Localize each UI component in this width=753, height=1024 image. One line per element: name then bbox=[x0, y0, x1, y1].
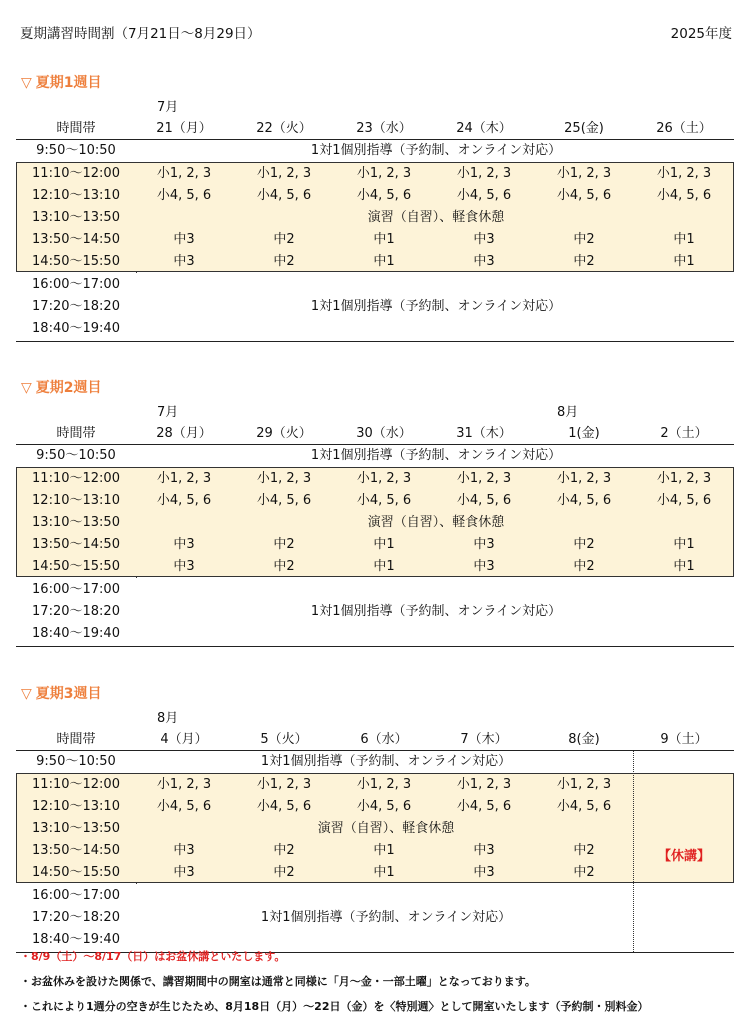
week2-row-3 bbox=[16, 512, 734, 534]
grade-cell: 小4, 5, 6 bbox=[356, 188, 412, 203]
grade-cell: 中2 bbox=[273, 232, 295, 247]
grade-cell: 中2 bbox=[573, 537, 595, 552]
grade-cell: 中3 bbox=[473, 232, 495, 247]
individual-session: 1対1個別指導（予約制、オンライン対応） bbox=[310, 448, 562, 463]
grade-cell: 中1 bbox=[673, 232, 695, 247]
time-slot: 13:10～13:50 bbox=[32, 515, 120, 530]
week2-row-8 bbox=[16, 623, 734, 645]
grade-cell: 小1, 2, 3 bbox=[556, 777, 612, 792]
time-slot: 13:10～13:50 bbox=[32, 821, 120, 836]
time-slot: 14:50～15:50 bbox=[32, 559, 120, 574]
grade-cell: 中2 bbox=[273, 537, 295, 552]
time-slot: 12:10～13:10 bbox=[32, 188, 120, 203]
week1-title bbox=[21, 72, 102, 92]
grade-cell: 中3 bbox=[173, 865, 195, 880]
note-special-week: ・これにより1週分の空きが生じたため、8月18日（月）～22日（金）を〈特別週〉として開室いたします（予約制・別料金） bbox=[20, 1000, 649, 1013]
note-schedule: ・お盆休みを設けた関係で、講習期間中の開室は通常と同様に「月～金・一部土曜」となっております。 bbox=[20, 975, 536, 988]
week1-row-6 bbox=[16, 274, 734, 296]
week2-row-6 bbox=[16, 579, 734, 601]
week3-table bbox=[16, 683, 734, 953]
grade-cell: 小1, 2, 3 bbox=[156, 777, 212, 792]
grade-cell: 中2 bbox=[573, 232, 595, 247]
week2-day-1: 29（火） bbox=[256, 426, 312, 441]
week2-day-0: 28（月） bbox=[156, 426, 212, 441]
week1-bottom-rule bbox=[16, 341, 734, 342]
week1-column-header bbox=[16, 117, 734, 137]
grade-cell: 小1, 2, 3 bbox=[456, 166, 512, 181]
grade-cell: 中1 bbox=[373, 232, 395, 247]
individual-session: 1対1個別指導（予約制、オンライン対応） bbox=[310, 604, 562, 619]
time-slot: 16:00～17:00 bbox=[32, 888, 120, 903]
week2-month-1: 7月 bbox=[157, 405, 179, 420]
week1-row-0 bbox=[16, 140, 734, 162]
grade-cell: 中1 bbox=[373, 865, 395, 880]
time-slot: 17:20～18:20 bbox=[32, 299, 120, 314]
time-slot: 13:50～14:50 bbox=[32, 232, 120, 247]
grade-cell: 中2 bbox=[573, 865, 595, 880]
triangle-icon: ▽ bbox=[21, 75, 32, 91]
grade-cell: 小4, 5, 6 bbox=[456, 188, 512, 203]
page-header bbox=[20, 22, 732, 42]
week2-day-3: 31（木） bbox=[456, 426, 512, 441]
week3-day-5: 9（土） bbox=[660, 732, 708, 747]
grade-cell: 小4, 5, 6 bbox=[456, 799, 512, 814]
week2-title bbox=[21, 377, 102, 397]
grade-cell: 小1, 2, 3 bbox=[256, 166, 312, 181]
grade-cell: 小4, 5, 6 bbox=[156, 493, 212, 508]
closed-label: 【休講】 bbox=[657, 849, 710, 864]
time-slot: 11:10～12:00 bbox=[32, 166, 120, 181]
grade-cell: 中1 bbox=[673, 559, 695, 574]
week1-day-4: 25(金) bbox=[564, 121, 604, 136]
week1-row-7 bbox=[16, 296, 734, 318]
time-slot: 17:20～18:20 bbox=[32, 910, 120, 925]
grade-cell: 中3 bbox=[473, 254, 495, 269]
time-slot: 13:50～14:50 bbox=[32, 843, 120, 858]
fiscal-year: 2025年度 bbox=[670, 26, 732, 42]
week2-row-7 bbox=[16, 601, 734, 623]
week3-row-6 bbox=[16, 885, 734, 907]
grade-cell: 中3 bbox=[473, 559, 495, 574]
week3-column-header bbox=[16, 728, 734, 748]
time-slot: 9:50～10:50 bbox=[36, 754, 116, 769]
week1-month-1: 7月 bbox=[157, 100, 179, 115]
week1-row-3 bbox=[16, 207, 734, 229]
grade-cell: 中3 bbox=[173, 559, 195, 574]
grade-cell: 小4, 5, 6 bbox=[656, 188, 712, 203]
time-slot: 14:50～15:50 bbox=[32, 865, 120, 880]
grade-cell: 小4, 5, 6 bbox=[456, 493, 512, 508]
grade-cell: 小1, 2, 3 bbox=[156, 471, 212, 486]
week1-row-4 bbox=[16, 229, 734, 251]
time-slot: 13:50～14:50 bbox=[32, 537, 120, 552]
week3-day-2: 6（水） bbox=[360, 732, 408, 747]
triangle-icon: ▽ bbox=[21, 380, 32, 396]
grade-cell: 中2 bbox=[273, 843, 295, 858]
self-study-break: 演習（自習）、軽食休憩 bbox=[367, 210, 505, 225]
notes bbox=[20, 944, 740, 1019]
week2-month-2: 8月 bbox=[557, 405, 579, 420]
time-slot: 11:10～12:00 bbox=[32, 471, 120, 486]
grade-cell: 中2 bbox=[273, 865, 295, 880]
grade-cell: 小4, 5, 6 bbox=[256, 799, 312, 814]
time-slot: 18:40～19:40 bbox=[32, 626, 120, 641]
grade-cell: 小4, 5, 6 bbox=[156, 188, 212, 203]
grade-cell: 小1, 2, 3 bbox=[556, 471, 612, 486]
grade-cell: 中2 bbox=[573, 559, 595, 574]
grade-cell: 小1, 2, 3 bbox=[356, 471, 412, 486]
week3-day-1: 5（火） bbox=[260, 732, 308, 747]
time-slot: 16:00～17:00 bbox=[32, 582, 120, 597]
grade-cell: 小4, 5, 6 bbox=[256, 188, 312, 203]
week3-row-7 bbox=[16, 907, 734, 929]
time-slot: 18:40～19:40 bbox=[32, 932, 120, 947]
individual-session: 1対1個別指導（予約制、オンライン対応） bbox=[260, 910, 512, 925]
week2-bottom-rule bbox=[16, 646, 734, 647]
time-slot: 14:50～15:50 bbox=[32, 254, 120, 269]
grade-cell: 中3 bbox=[473, 537, 495, 552]
grade-cell: 中2 bbox=[273, 254, 295, 269]
week2-title-text: 夏期2週目 bbox=[35, 380, 102, 396]
week3-row-5 bbox=[16, 862, 734, 884]
time-slot: 16:00～17:00 bbox=[32, 277, 120, 292]
grade-cell: 小1, 2, 3 bbox=[356, 777, 412, 792]
week3-month-1: 8月 bbox=[157, 711, 179, 726]
grade-cell: 中3 bbox=[173, 843, 195, 858]
grade-cell: 中3 bbox=[173, 537, 195, 552]
time-column-header: 時間帯 bbox=[56, 732, 96, 747]
grade-cell: 小4, 5, 6 bbox=[156, 799, 212, 814]
week2-day-2: 30（水） bbox=[356, 426, 412, 441]
week2-row-5 bbox=[16, 556, 734, 578]
week3-title bbox=[21, 683, 102, 703]
week2-row-2 bbox=[16, 490, 734, 512]
grade-cell: 小1, 2, 3 bbox=[456, 777, 512, 792]
week3-row-4 bbox=[16, 840, 734, 862]
week1-day-0: 21（月） bbox=[156, 121, 212, 136]
grade-cell: 小1, 2, 3 bbox=[256, 777, 312, 792]
week1-day-2: 23（水） bbox=[356, 121, 412, 136]
grade-cell: 中3 bbox=[473, 865, 495, 880]
time-slot: 9:50～10:50 bbox=[36, 448, 116, 463]
grade-cell: 小1, 2, 3 bbox=[256, 471, 312, 486]
week1-row-8 bbox=[16, 318, 734, 340]
week1-day-5: 26（土） bbox=[656, 121, 712, 136]
individual-session: 1対1個別指導（予約制、オンライン対応） bbox=[260, 754, 512, 769]
grade-cell: 中1 bbox=[373, 843, 395, 858]
grade-cell: 中3 bbox=[473, 843, 495, 858]
week1-row-1 bbox=[16, 163, 734, 185]
self-study-break: 演習（自習）、軽食休憩 bbox=[317, 821, 455, 836]
grade-cell: 小4, 5, 6 bbox=[556, 188, 612, 203]
week3-day-3: 7（木） bbox=[460, 732, 508, 747]
grade-cell: 中1 bbox=[373, 254, 395, 269]
week3-day-0: 4（月） bbox=[160, 732, 208, 747]
note-obon: ・8/9（土）～8/17（日）はお盆休講といたします。 bbox=[20, 950, 286, 963]
week3-day-4: 8(金) bbox=[568, 732, 600, 747]
week3-row-0 bbox=[16, 751, 734, 773]
time-slot: 18:40～19:40 bbox=[32, 321, 120, 336]
week3-row-3 bbox=[16, 818, 734, 840]
grade-cell: 小1, 2, 3 bbox=[456, 471, 512, 486]
time-slot: 12:10～13:10 bbox=[32, 799, 120, 814]
triangle-icon: ▽ bbox=[21, 686, 32, 702]
time-slot: 9:50～10:50 bbox=[36, 143, 116, 158]
week2-column-header bbox=[16, 422, 734, 442]
week1-title-text: 夏期1週目 bbox=[35, 75, 102, 91]
week2-row-0 bbox=[16, 445, 734, 467]
time-slot: 11:10～12:00 bbox=[32, 777, 120, 792]
grade-cell: 中1 bbox=[373, 537, 395, 552]
week1-table bbox=[16, 72, 734, 342]
individual-session: 1対1個別指導（予約制、オンライン対応） bbox=[310, 299, 562, 314]
week2-day-5: 2（土） bbox=[660, 426, 708, 441]
grade-cell: 中3 bbox=[173, 232, 195, 247]
grade-cell: 小4, 5, 6 bbox=[356, 493, 412, 508]
week2-day-4: 1(金) bbox=[568, 426, 600, 441]
page-title: 夏期講習時間割（7月21日～8月29日） bbox=[20, 26, 261, 42]
time-slot: 17:20～18:20 bbox=[32, 604, 120, 619]
week3-row-1 bbox=[16, 774, 734, 796]
grade-cell: 小1, 2, 3 bbox=[656, 471, 712, 486]
time-column-header: 時間帯 bbox=[56, 426, 96, 441]
week1-day-3: 24（木） bbox=[456, 121, 512, 136]
individual-session: 1対1個別指導（予約制、オンライン対応） bbox=[310, 143, 562, 158]
week2-row-1 bbox=[16, 468, 734, 490]
week1-day-1: 22（火） bbox=[256, 121, 312, 136]
grade-cell: 中2 bbox=[573, 843, 595, 858]
grade-cell: 小1, 2, 3 bbox=[156, 166, 212, 181]
grade-cell: 小4, 5, 6 bbox=[356, 799, 412, 814]
grade-cell: 小4, 5, 6 bbox=[656, 493, 712, 508]
grade-cell: 中1 bbox=[673, 537, 695, 552]
grade-cell: 小4, 5, 6 bbox=[256, 493, 312, 508]
grade-cell: 中1 bbox=[673, 254, 695, 269]
week1-row-5 bbox=[16, 251, 734, 273]
grade-cell: 中2 bbox=[573, 254, 595, 269]
week2-row-4 bbox=[16, 534, 734, 556]
grade-cell: 中3 bbox=[173, 254, 195, 269]
week1-row-2 bbox=[16, 185, 734, 207]
grade-cell: 小4, 5, 6 bbox=[556, 493, 612, 508]
week3-title-text: 夏期3週目 bbox=[35, 686, 102, 702]
grade-cell: 中2 bbox=[273, 559, 295, 574]
time-slot: 12:10～13:10 bbox=[32, 493, 120, 508]
grade-cell: 小1, 2, 3 bbox=[556, 166, 612, 181]
self-study-break: 演習（自習）、軽食休憩 bbox=[367, 515, 505, 530]
time-slot: 13:10～13:50 bbox=[32, 210, 120, 225]
grade-cell: 中1 bbox=[373, 559, 395, 574]
time-column-header: 時間帯 bbox=[56, 121, 96, 136]
grade-cell: 小4, 5, 6 bbox=[556, 799, 612, 814]
week2-table bbox=[16, 377, 734, 647]
week3-row-2 bbox=[16, 796, 734, 818]
grade-cell: 小1, 2, 3 bbox=[656, 166, 712, 181]
grade-cell: 小1, 2, 3 bbox=[356, 166, 412, 181]
